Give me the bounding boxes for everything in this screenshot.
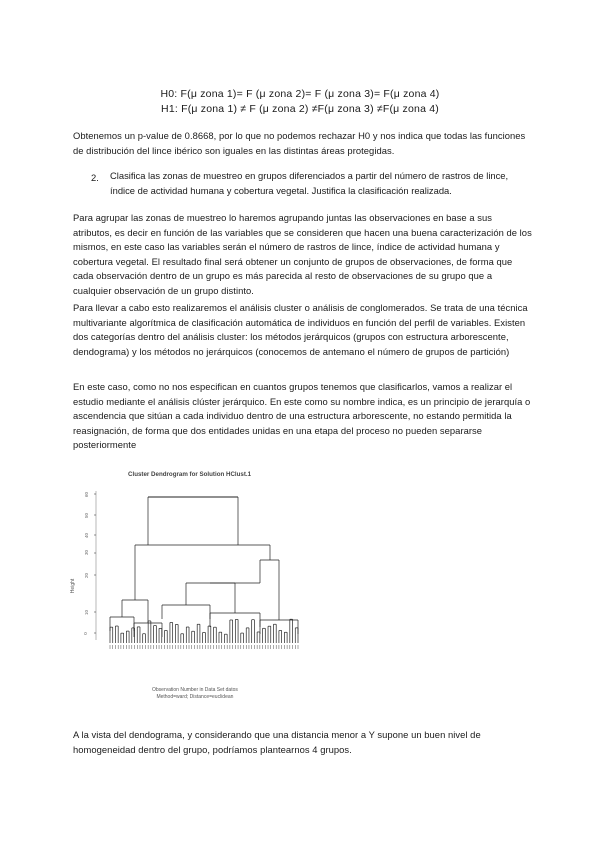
ytick-label: 50 bbox=[84, 512, 90, 519]
ytick-label: 30 bbox=[84, 549, 90, 556]
paragraph-pvalue: Obtenemos un p-value de 0.8668, por lo que no podemos rechazar H0 y nos indica que todas las funciones de distribución del lince ibérico son iguales en las distintas áreas protegidas. bbox=[73, 130, 526, 156]
dendrogram-plot bbox=[70, 465, 310, 685]
list-number: 2. bbox=[91, 172, 99, 183]
ytick-label: 0 bbox=[82, 632, 88, 635]
figure-title: Cluster Dendrogram for Solution HClust.1 bbox=[128, 471, 252, 478]
paragraph-grouping: Para agrupar las zonas de muestreo lo haremos agrupando juntas las observaciones en base a sus atributos, es decir en función de las variables que se consideren que hacen una buena caracterización de los mismos, en este caso las variables serán el número de rastros de lince, índice de actividad humana y cobertura vegetal. El resultado final será obtener un conjunto de grupos de observaciones, de forma que cada observación dentro de un grupo es más parecida al resto de observaciones de su grupo que a cualquier observación de un grupo distinto. bbox=[73, 212, 532, 296]
dendrogram-branches bbox=[94, 494, 298, 649]
paragraph-hierarchical: En este caso, como no nos especifican en cuantos grupos tenemos que clasificarlos, vamos a realizar el estudio mediante el análisis clúster jerárquico. En este como su nombre indica, es un principio de jerarquía o ascendencia que sitúan a cada individuo dentro de una estructura arborescente, no estando permitida la reasignación, de forma que dos entidades unidas en una etapa del proceso no pueden separarse posteriormente bbox=[73, 381, 531, 451]
ytick-label: 20 bbox=[84, 572, 90, 579]
question-text: Clasifica las zonas de muestreo en grupos diferenciados a partir del número de rastros de lince, índice de actividad humana y cobertura vegetal. Justifica la clasificación realizada. bbox=[110, 170, 509, 196]
xlabel-line1: Observation Number in Data Set datos bbox=[152, 687, 238, 693]
paragraph-conclusion: A la vista del dendograma, y considerando que una distancia menor a Y supone un buen nivel de homogeneidad dentro del grupo, podríamos plantearnos 4 grupos. bbox=[73, 729, 481, 755]
alternative-hypothesis: H1: F(μ zona 1) ≠ F (μ zona 2) ≠F(μ zona 3) ≠F(μ zona 4) bbox=[161, 103, 439, 115]
figure-xlabel bbox=[152, 687, 238, 701]
ytick-label: 40 bbox=[84, 532, 90, 539]
paragraph-cluster-analysis: Para llevar a cabo esto realizaremos el análisis cluster o análisis de conglomerados. Se trata de una técnica multivariante algorítmica de clasificación automática de individuos en función del perfil de variables. Existen dos categorías dentro del análisis cluster: los métodos jerárquicos (grupos con estructura arborescente, dendograma) y los métodos no jerárquicos (conocemos de antemano el número de grupos de partición) bbox=[73, 302, 528, 357]
xlabel-line2: Method=ward; Distance=euclidean bbox=[156, 694, 234, 700]
dendrogram-figure bbox=[70, 465, 310, 715]
null-hypothesis: H0: F(μ zona 1)= F (μ zona 2)= F (μ zona 3)= F(μ zona 4) bbox=[160, 88, 440, 100]
ytick-label: 60 bbox=[84, 491, 90, 498]
ytick-label: 10 bbox=[84, 609, 90, 616]
figure-ylabel: Height bbox=[70, 578, 77, 594]
